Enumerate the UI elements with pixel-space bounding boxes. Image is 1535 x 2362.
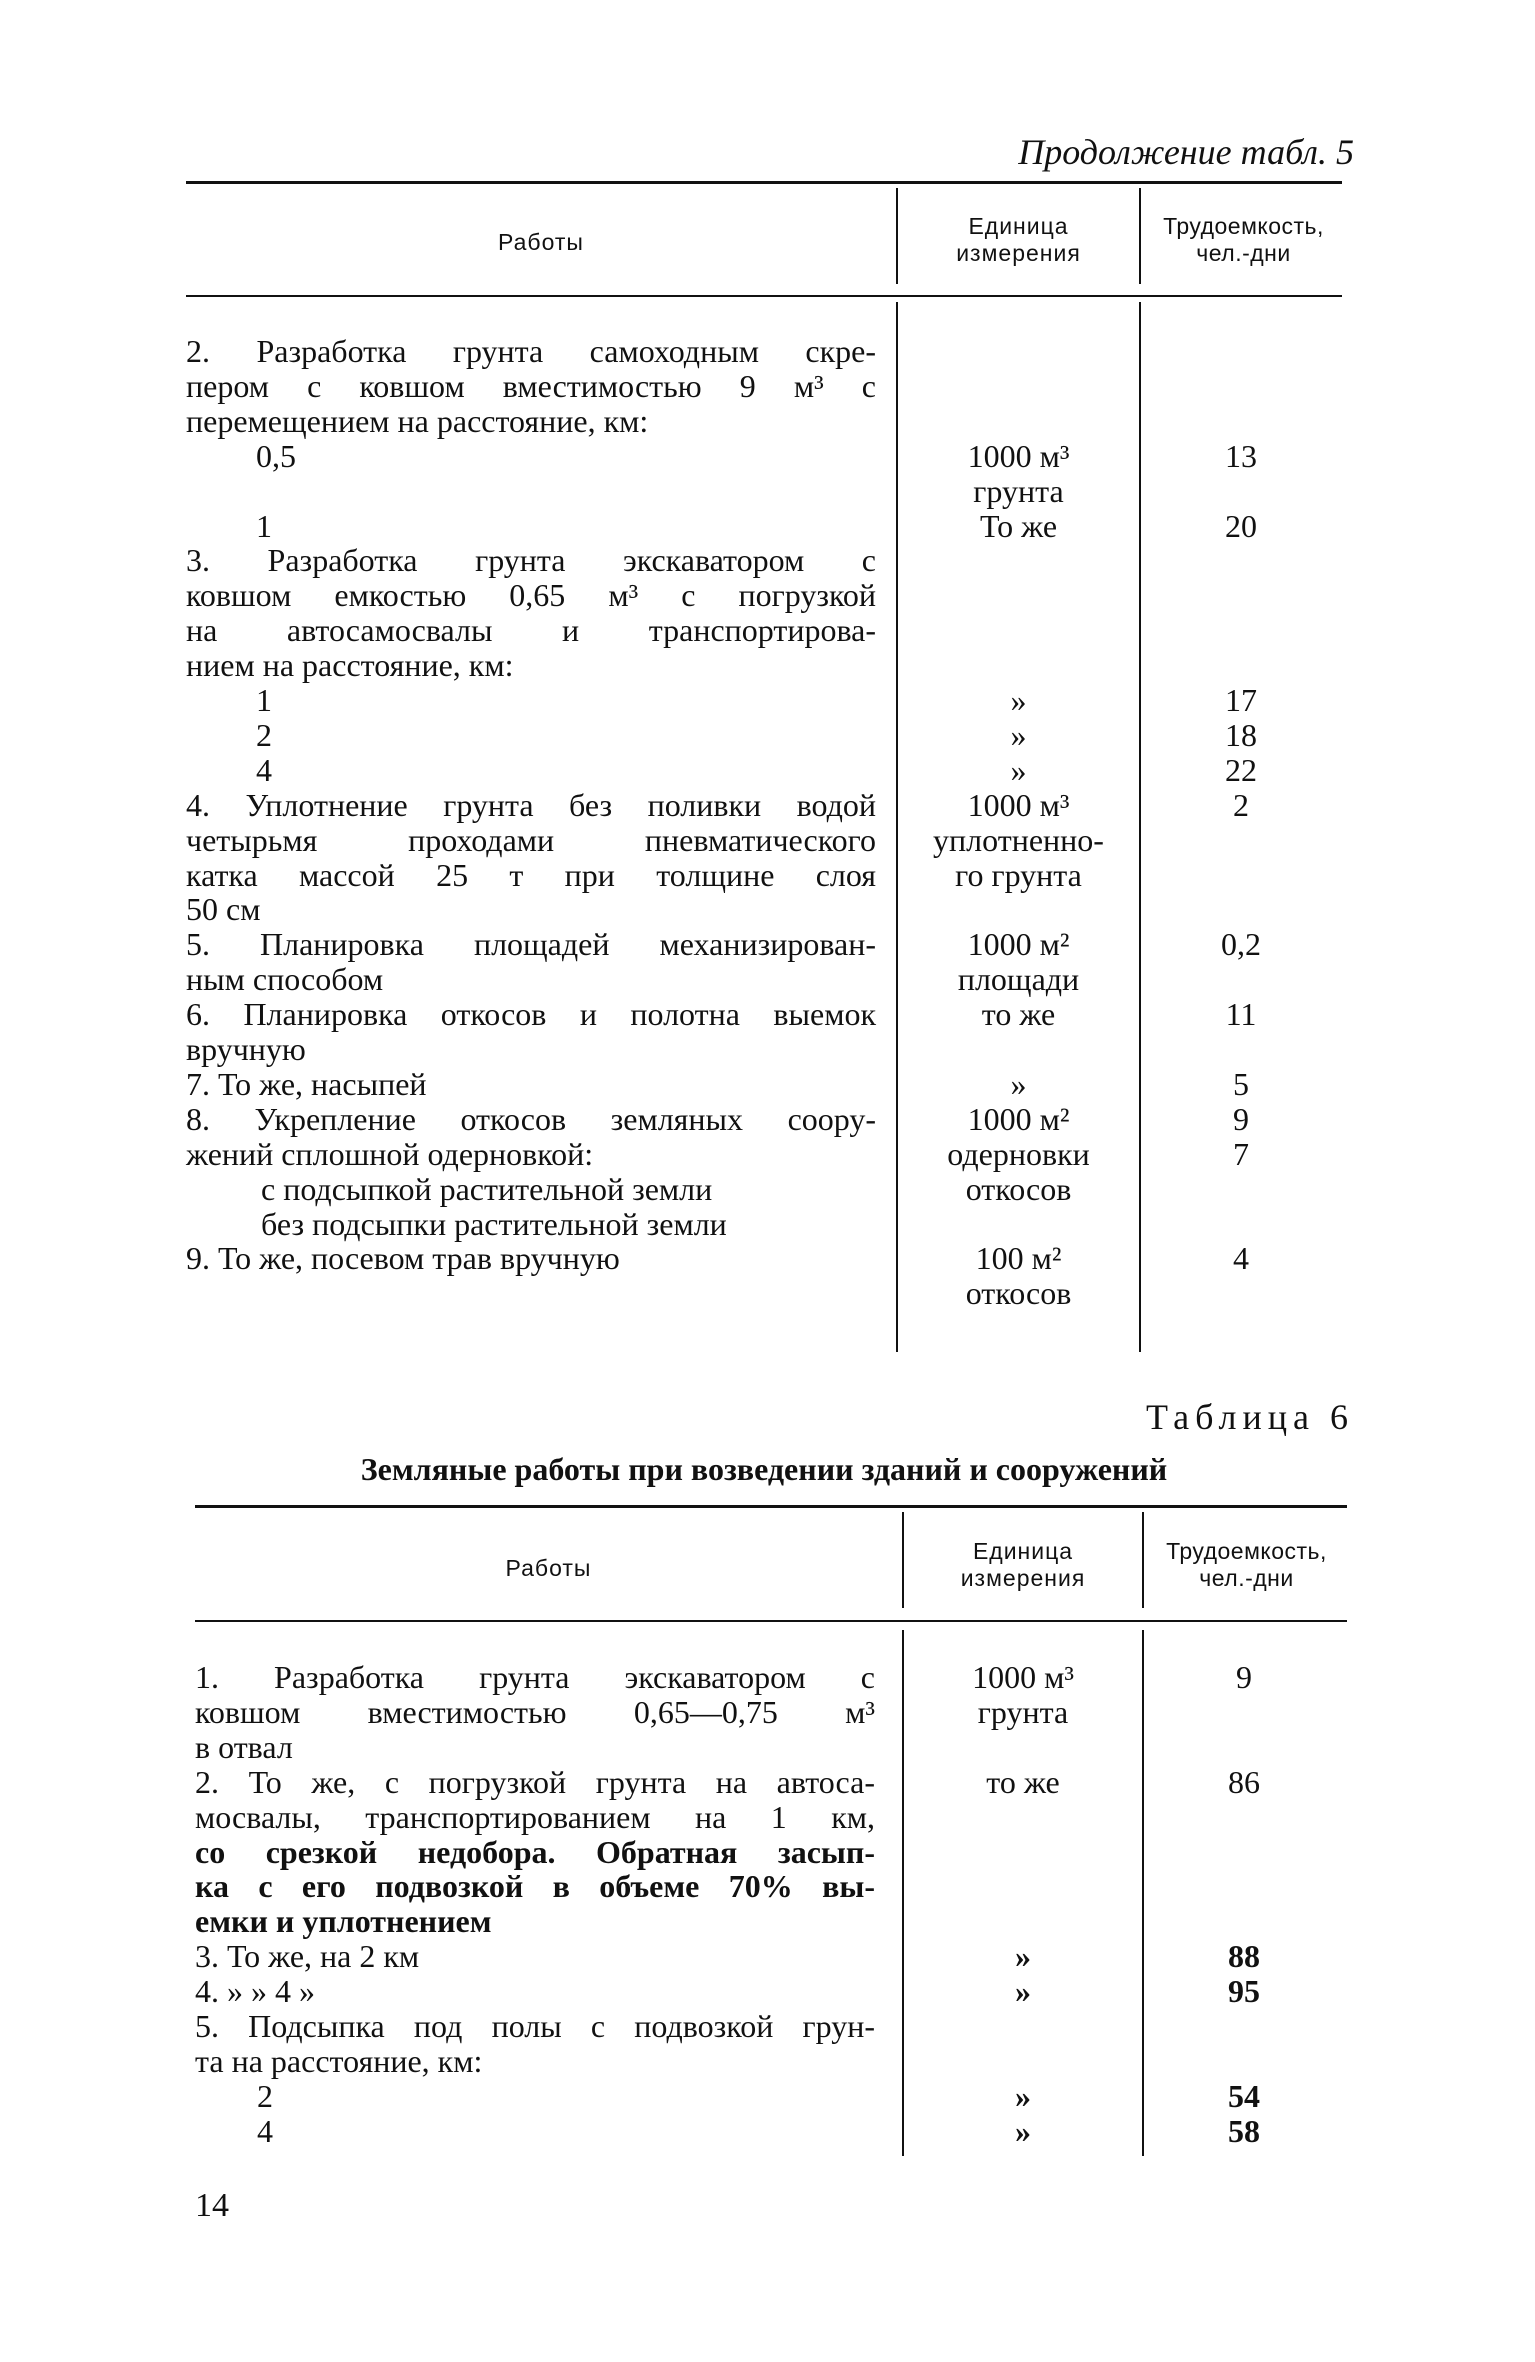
header-labor-line-1: Трудоемкость, xyxy=(1166,1538,1327,1564)
table5-unit-cell: » xyxy=(1010,682,1027,718)
table5-labor-cell: 7 xyxy=(1233,1135,1249,1172)
page-number: 14 xyxy=(195,2187,229,2224)
table6-labor-cell: 88 xyxy=(1228,1938,1260,1975)
table5-unit-cell: 1000 м² xyxy=(967,926,1070,963)
table5-labor-cell: 22 xyxy=(1225,751,1257,788)
table6-header-rule xyxy=(195,1620,1347,1622)
table5-header-labor xyxy=(1141,213,1346,267)
table5-unit-cell: » xyxy=(1010,1065,1027,1102)
table6-label: Таблица 6 xyxy=(1146,1397,1354,1437)
table6-work-line: та на расстояние, км: xyxy=(195,2042,483,2079)
table5-labor-cell: 18 xyxy=(1225,716,1257,753)
table5-labor-cell: 11 xyxy=(1225,996,1257,1033)
table5-work-line: нием на расстояние, км: xyxy=(186,647,514,684)
table5-unit-cell: » xyxy=(1010,716,1027,753)
table6-work-line: 4 xyxy=(257,2112,273,2149)
table5-labor-cell: 17 xyxy=(1225,682,1257,718)
table6-work-line: 2. То же, с погрузкой грунта на автоса- xyxy=(195,1763,875,1800)
table5-work-line: 7. То же, насыпей xyxy=(186,1065,427,1102)
table5-unit-cell: 1000 м³ xyxy=(967,437,1070,474)
table5-work-line: 4 xyxy=(256,751,272,788)
table5-labor-cell: 20 xyxy=(1225,507,1257,544)
table5-unit-cell: площади xyxy=(957,961,1080,998)
table5-unit-cell: го грунта xyxy=(955,856,1082,893)
table6-unit-cell: то же xyxy=(986,1763,1060,1800)
table6-work-line: 1. Разработка грунта экскаватором с xyxy=(195,1659,875,1695)
table5-top-rule xyxy=(186,181,1342,184)
table6-unit-cell: » xyxy=(1015,2077,1031,2114)
table5-unit-cell: откосов xyxy=(965,1275,1072,1312)
table5-work-line: без подсыпки растительной земли xyxy=(261,1205,727,1242)
table5-work-line: катка массой 25 т при толщине слоя xyxy=(186,856,876,893)
table5-work-line: 0,5 xyxy=(256,437,296,474)
table6-title: Земляные работы при возведении зданий и сооружений xyxy=(360,1451,1168,1487)
table5-work-line: ным способом xyxy=(186,961,384,998)
table5-work-line: 1 xyxy=(256,682,272,718)
table6-unit-cell: 1000 м³ xyxy=(972,1659,1074,1695)
table5-unit-cell: то же xyxy=(981,996,1056,1033)
table6-labor-cell: 54 xyxy=(1228,2077,1260,2114)
table6-labor-cell: 9 xyxy=(1236,1659,1252,1695)
table5-work-line: 2 xyxy=(256,716,272,753)
table5-work-line: 4. Уплотнение грунта без поливки водой xyxy=(186,786,876,823)
table5-labor-cell: 0,2 xyxy=(1221,926,1261,963)
table6-work-line: мосвалы, транспортированием на 1 км, xyxy=(195,1798,875,1835)
table5-unit-cell: 1000 м³ xyxy=(967,786,1070,823)
table5-work-line: 9. То же, посевом трав вручную xyxy=(186,1240,620,1277)
table6-top-rule xyxy=(195,1505,1347,1508)
table5-work-line: ковшом емкостью 0,65 м³ с погрузкой xyxy=(186,577,876,614)
table5-work-line: пером с ковшом вместимостью 9 м³ с xyxy=(186,367,876,404)
table5-work-line: 2. Разработка грунта самоходным скре- xyxy=(186,333,876,369)
table5-header-rule xyxy=(186,295,1342,297)
header-work-label: Работы xyxy=(505,1555,592,1581)
table5-work-line: с подсыпкой растительной земли xyxy=(261,1170,713,1207)
header-labor-line-2: чел.-дни xyxy=(1199,1565,1294,1591)
header-unit-line-2: измерения xyxy=(960,1565,1086,1591)
table6-unit-cell: » xyxy=(1015,2112,1031,2149)
table5-unit-cell: грунта xyxy=(973,472,1064,509)
table6-work-line: 2 xyxy=(257,2077,273,2114)
table5-header-work xyxy=(186,229,896,256)
table6-work-line: емки и уплотнением xyxy=(195,1903,492,1940)
table6-unit-cell: грунта xyxy=(977,1693,1069,1730)
table5-continuation-caption: Продолжение табл. 5 xyxy=(1018,132,1354,172)
table5-work-line: жений сплошной одерновкой: xyxy=(186,1135,594,1172)
header-labor-line-2: чел.-дни xyxy=(1196,240,1291,266)
table5-work-line: четырьмя проходами пневматического xyxy=(186,821,876,858)
table6-work-line: 4. » » 4 » xyxy=(195,1973,315,2010)
table5-labor-cell: 9 xyxy=(1233,1100,1249,1137)
table6-divider-2-body xyxy=(1142,1630,1144,2156)
table5-labor-cell: 2 xyxy=(1233,786,1249,823)
table5-unit-cell: уплотненно- xyxy=(933,821,1104,858)
table6-work-line: со срезкой недобора. Обратная засып- xyxy=(195,1833,875,1870)
table6-header-work xyxy=(195,1555,902,1582)
table5-work-line: 8. Укрепление откосов земляных соору- xyxy=(186,1100,876,1137)
table6-work-line: ка с его подвозкой в объеме 70% вы- xyxy=(195,1868,875,1905)
table5-work-line: перемещением на расстояние, км: xyxy=(186,402,649,439)
table5-work-line: 6. Планировка откосов и полотна выемок xyxy=(186,996,876,1033)
header-unit-line-1: Единица xyxy=(972,1538,1074,1564)
table5-labor-cell: 13 xyxy=(1225,437,1257,474)
header-work-label: Работы xyxy=(498,229,584,255)
table6-labor-cell: 86 xyxy=(1228,1763,1260,1800)
table5-work-line: 3. Разработка грунта экскаватором с xyxy=(186,542,876,579)
table5-unit-cell: одерновки xyxy=(947,1135,1090,1172)
table5-unit-cell: 100 м² xyxy=(975,1240,1062,1277)
table6-labor-cell: 58 xyxy=(1228,2112,1260,2149)
table6-work-line: 3. То же, на 2 км xyxy=(195,1938,420,1975)
table5-labor-cell: 5 xyxy=(1233,1065,1249,1102)
table5-work-line: 1 xyxy=(256,507,272,544)
table5-header-unit xyxy=(898,213,1139,267)
table6-header-unit xyxy=(904,1538,1142,1592)
table6-work-line: ковшом вместимостью 0,65—0,75 м³ xyxy=(195,1693,875,1730)
table5-work-line: 5. Планировка площадей механизирован- xyxy=(186,926,876,963)
table6-work-line: в отвал xyxy=(195,1728,293,1765)
table5-work-line: вручную xyxy=(186,1031,306,1067)
table6-unit-cell: » xyxy=(1015,1973,1031,2010)
table6-unit-cell: » xyxy=(1015,1938,1031,1975)
header-labor-line-1: Трудоемкость, xyxy=(1163,213,1324,239)
table5-work-line: 50 см xyxy=(186,891,261,928)
table5-unit-cell: 1000 м² xyxy=(967,1100,1070,1137)
table5-unit-cell: откосов xyxy=(965,1170,1072,1207)
table5-work-line: на автосамосвалы и транспортирова- xyxy=(186,612,876,649)
header-unit-line-2: измерения xyxy=(956,240,1081,266)
header-unit-line-1: Единица xyxy=(968,213,1069,239)
table5-labor-cell: 4 xyxy=(1233,1240,1249,1277)
table6-labor-cell: 95 xyxy=(1228,1973,1260,2010)
table6-header-labor xyxy=(1144,1538,1349,1592)
table5-unit-cell: » xyxy=(1010,751,1027,788)
table6-work-line: 5. Подсыпка под полы с подвозкой грун- xyxy=(195,2008,875,2044)
table5-unit-cell: То же xyxy=(979,507,1058,544)
